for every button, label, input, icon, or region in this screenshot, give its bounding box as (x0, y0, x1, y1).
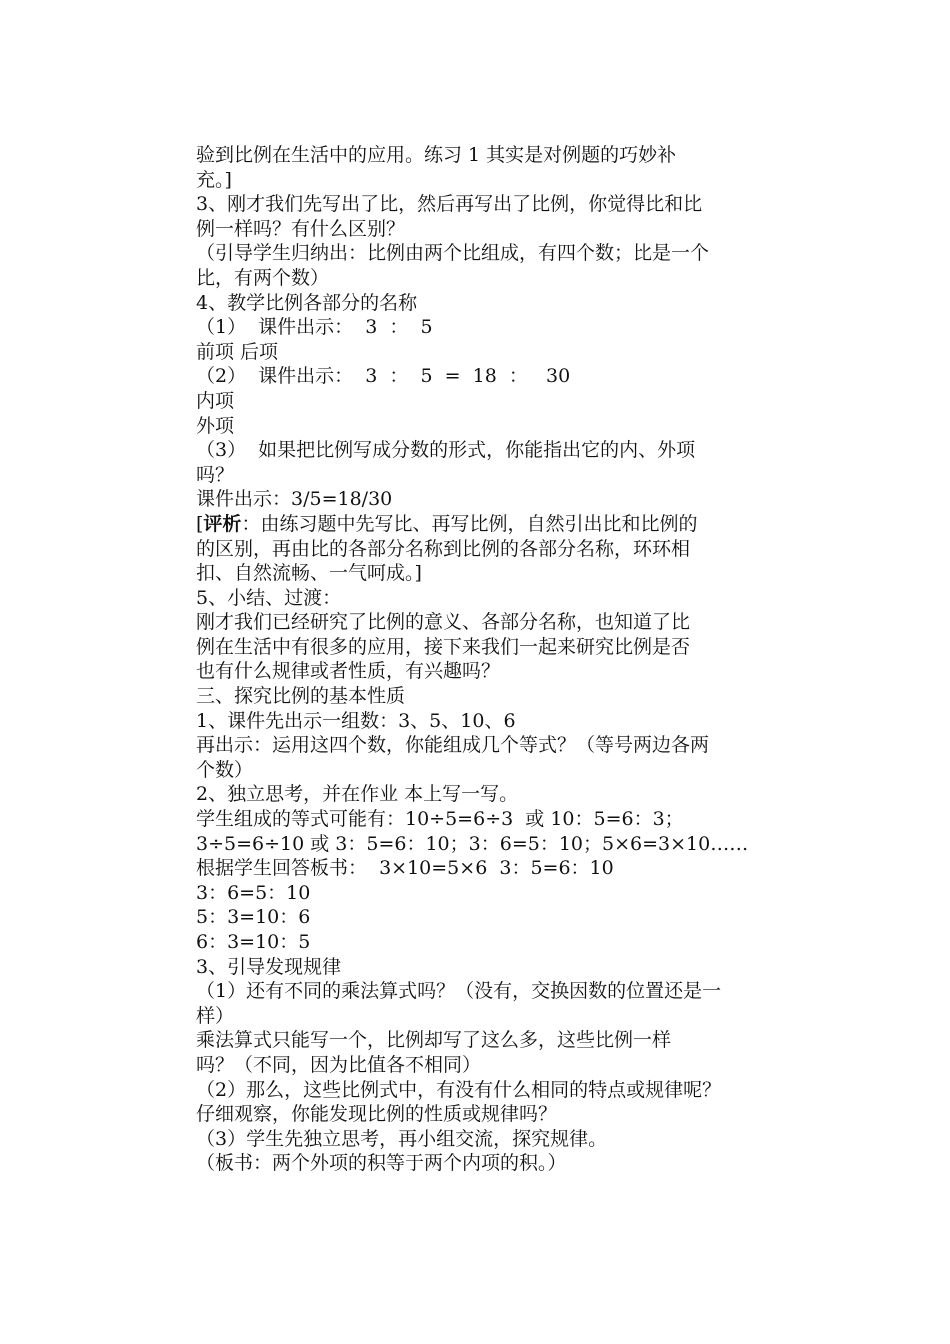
text-line: （3）学生先独立思考，再小组交流，探究规律。 (196, 1127, 608, 1150)
text-line: 充。] (196, 168, 232, 191)
section-heading: 4、教学比例各部分的名称 (196, 291, 418, 314)
text-line: 验到比例在生活中的应用。练习 1 其实是对例题的巧妙补 (196, 144, 677, 166)
text-line: 3÷5=6÷10 或 3：5=6：10；3：6=5：10；5×6=3×10…… (196, 832, 749, 855)
text-line: （引导学生归纳出：比例由两个比组成，有四个数；比是一个 (196, 242, 710, 265)
text-line: 例一样吗？有什么区别？ (196, 217, 406, 240)
text-line: 扣、自然流畅、一气呵成。] (196, 562, 422, 585)
text-line: 5：3=10：6 (196, 906, 311, 929)
text-line: （2） 课件出示： 3 ： 5 = 18 ： 30 (196, 365, 571, 388)
text-line: 1、课件先出示一组数：3、5、10、6 (196, 709, 516, 732)
comment-label: 评析 (203, 512, 242, 535)
text-line: 3、刚才我们先写出了比，然后再写出了比例，你觉得比和比 (196, 193, 703, 216)
text-line: （1）还有不同的乘法算式吗？（没有，交换因数的位置还是一 (196, 980, 722, 1003)
text-line: 吗？（不同，因为比值各不相同） (196, 1053, 482, 1076)
text-line: 根据学生回答板书： 3×10=5×6 3：5=6：10 (196, 857, 614, 880)
text-line: 再出示：运用这四个数，你能组成几个等式？（等号两边各两 (196, 734, 710, 757)
text-line: 乘法算式只能写一个，比例却写了这么多，这些比例一样 (196, 1029, 672, 1052)
text-line: 内项 (196, 389, 235, 412)
document-body (196, 143, 766, 1177)
text-line: 6：3=10：5 (196, 931, 311, 953)
text-line: 刚才我们已经研究了比例的意义、各部分名称，也知道了比 (196, 611, 691, 634)
text-line: 仔细观察，你能发现比例的性质或规律吗？ (196, 1103, 558, 1126)
text-line: 也有什么规律或者性质，有兴趣吗？ (196, 660, 501, 683)
text-line: 比，有两个数） (196, 266, 330, 289)
comment-line (196, 512, 766, 537)
text-line: 3：6=5：10 (196, 881, 311, 904)
text-line: 学生组成的等式可能有：10÷5=6÷3 或 10：5=6：3； (196, 808, 684, 831)
text-line: 外项 (196, 414, 235, 437)
comment-text: ：由练习题中先写比、再写比例，自然引出比和比例的 (241, 512, 698, 535)
text-line: （3） 如果把比例写成分数的形式，你能指出它的内、外项 (196, 439, 696, 462)
text-line: 例在生活中有很多的应用，接下来我们一起来研究比例是否 (196, 635, 691, 658)
text-line: 样） (196, 1004, 235, 1027)
text-line: （2）那么，这些比例式中，有没有什么相同的特点或规律呢？ (196, 1078, 722, 1101)
text-line: 的区别，再由比的各部分名称到比例的各部分名称，环环相 (196, 537, 691, 560)
text-line: 吗？ (196, 463, 235, 486)
text-line: 2、独立思考，并在作业 本上写一写。 (196, 783, 519, 806)
text-line: （板书：两个外项的积等于两个内项的积。） (196, 1152, 567, 1175)
text-line: （1） 课件出示： 3 ： 5 (196, 316, 433, 339)
comment-bracket: [ (196, 512, 204, 535)
text-line: 个数） (196, 758, 254, 781)
text-line: 课件出示：3/5=18/30 (196, 488, 393, 511)
section-heading: 5、小结、过渡： (196, 586, 342, 609)
section-heading: 三、探究比例的基本性质 (196, 685, 406, 708)
section-heading: 3、引导发现规律 (196, 955, 342, 978)
text-line: 前项 后项 (196, 340, 279, 363)
